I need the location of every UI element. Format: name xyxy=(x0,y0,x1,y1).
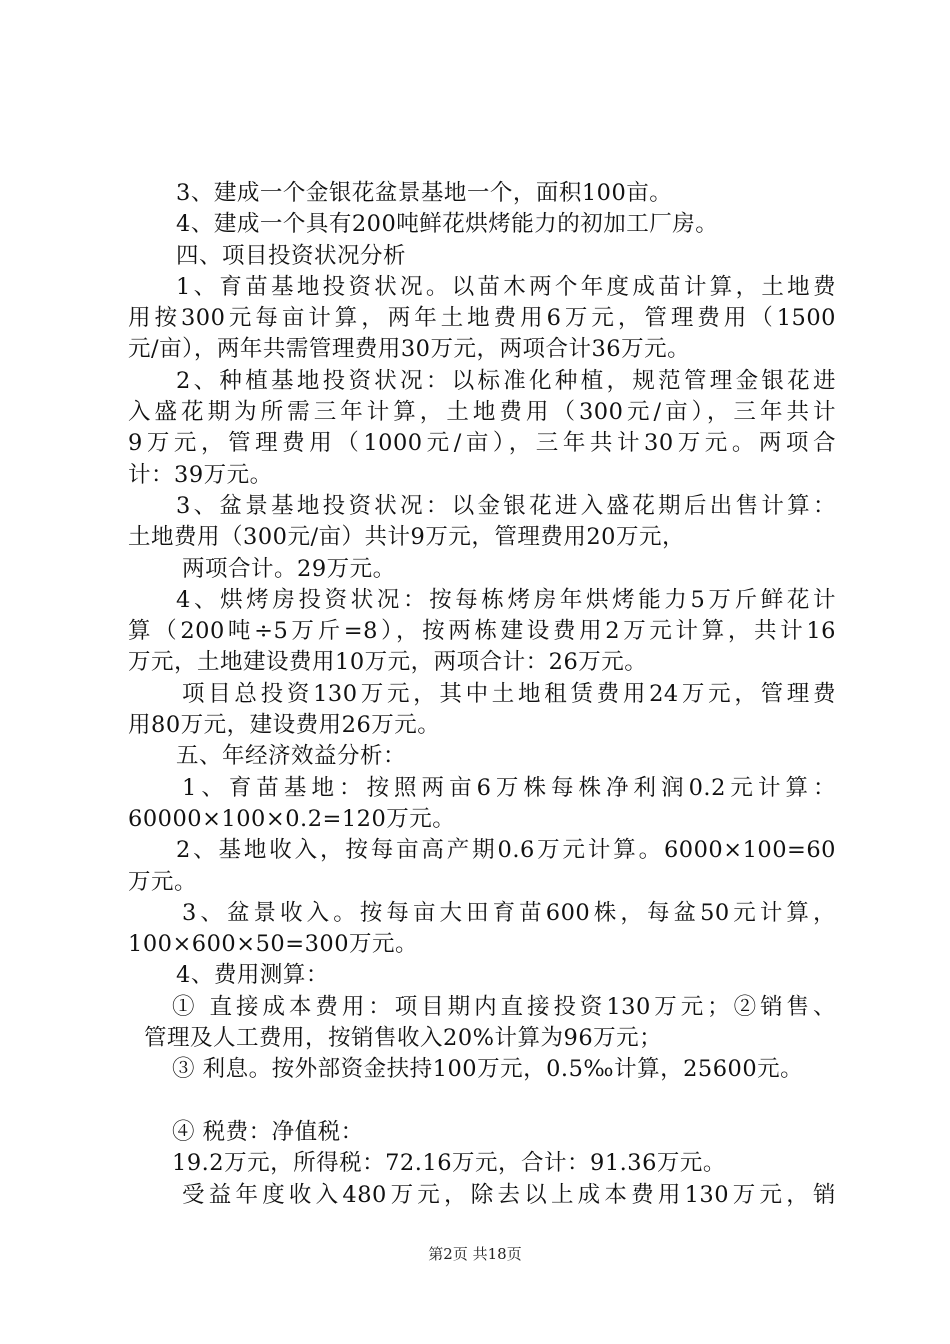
text-line: 万元。 xyxy=(128,868,198,895)
text-line: 五、年经济效益分析： xyxy=(176,743,407,770)
text-line: 4、建成一个具有200吨鲜花烘烤能力的初加工厂房。 xyxy=(176,211,719,238)
text-line: 9万元，管理费用（1000元/亩），三年共计30万元。两项合 xyxy=(128,430,836,457)
text-line: ③ 利息。按外部资金扶持100万元，0.5‰计算，25600元。 xyxy=(172,1056,804,1083)
page-footer: 第2页 共18页 xyxy=(428,1245,522,1263)
text-line: 项目总投资130万元，其中土地租赁费用24万元，管理费 xyxy=(182,680,836,707)
text-line: 用按300元每亩计算，两年土地费用6万元，管理费用（1500 xyxy=(128,305,836,332)
text-line: 用80万元，建设费用26万元。 xyxy=(128,712,441,739)
document-body xyxy=(128,178,836,1211)
text-line: 万元，土地建设费用10万元，两项合计：26万元。 xyxy=(128,649,648,676)
text-line: 计：39万元。 xyxy=(128,461,273,488)
text-line: 19.2万元，所得税：72.16万元，合计：91.36万元。 xyxy=(172,1150,726,1177)
text-line: 土地费用（300元/亩）共计9万元，管理费用20万元， xyxy=(128,524,685,551)
text-line: ① 直接成本费用：项目期内直接投资130万元；②销售、 xyxy=(172,993,836,1020)
text-line: 1、育苗基地投资状况。以苗木两个年度成苗计算，土地费 xyxy=(176,273,836,300)
text-line: 四、项目投资状况分析 xyxy=(176,242,407,269)
text-line: 算（200吨÷5万斤=8），按两栋建设费用2万元计算，共计16 xyxy=(128,618,836,645)
text-line: ④ 税费：净值税： xyxy=(172,1118,364,1145)
text-line: 3、建成一个金银花盆景基地一个，面积100亩。 xyxy=(176,180,673,206)
text-line: 受益年度收入480万元，除去以上成本费用130万元，销 xyxy=(182,1181,836,1208)
text-line: 两项合计。29万元。 xyxy=(182,555,396,582)
text-line: 100×600×50=300万元。 xyxy=(128,931,419,958)
text-line: 2、基地收入，按每亩高产期0.6万元计算。6000×100=60 xyxy=(176,837,836,864)
text-line: 4、烘烤房投资状况：按每栋烤房年烘烤能力5万斤鲜花计 xyxy=(176,586,836,613)
text-line: 2、种植基地投资状况：以标准化种植，规范管理金银花进 xyxy=(176,367,836,394)
text-line: 入盛花期为所需三年计算，土地费用（300元/亩），三年共计 xyxy=(128,399,836,426)
text-line: 60000×100×0.2=120万元。 xyxy=(128,805,456,832)
text-line: 4、费用测算： xyxy=(176,962,329,989)
text-line: 1、育苗基地：按照两亩6万株每株净利润0.2元计算： xyxy=(182,774,836,801)
text-line xyxy=(128,1086,836,1117)
text-line: 3、盆景收入。按每亩大田育苗600株，每盆50元计算， xyxy=(182,899,836,926)
text-line: 3、盆景基地投资状况：以金银花进入盛花期后出售计算： xyxy=(176,492,836,519)
text-line: 元/亩），两年共需管理费用30万元，两项合计36万元。 xyxy=(128,336,691,363)
text-line: 管理及人工费用，按销售收入20%计算为96万元； xyxy=(144,1025,663,1052)
